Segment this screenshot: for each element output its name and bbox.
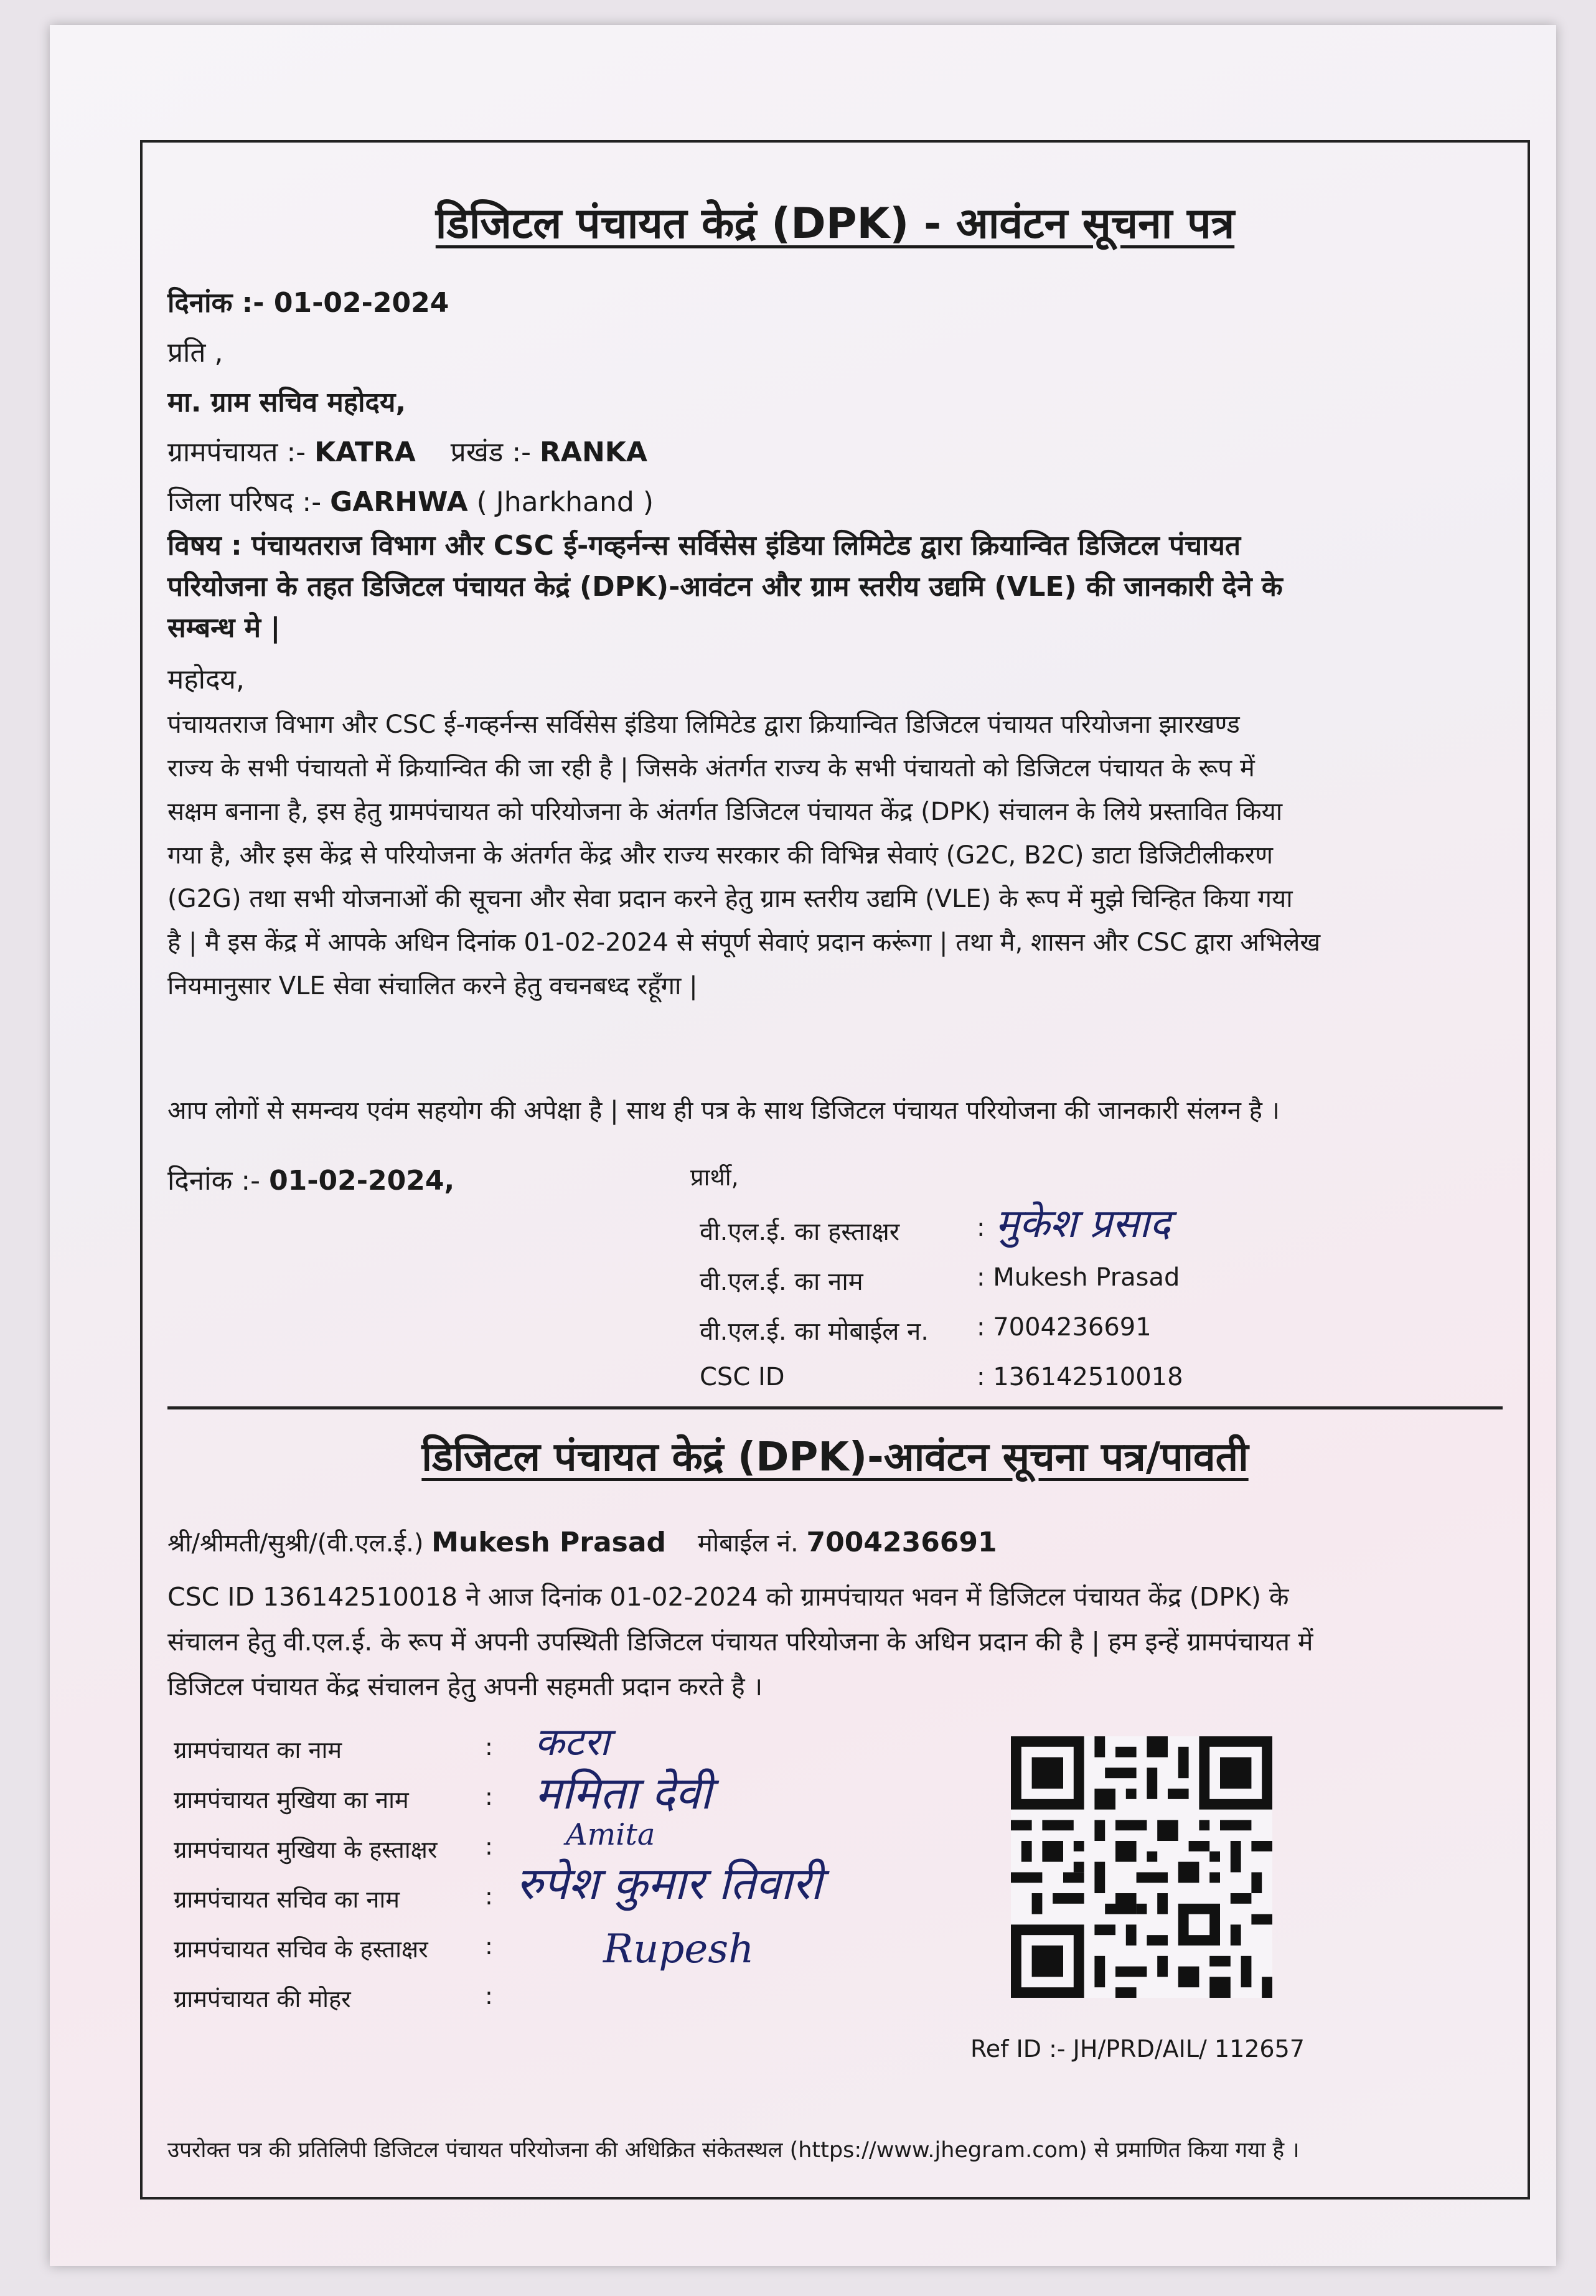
row-colon: : [485, 1733, 493, 1761]
ref-id: Ref ID :- JH/PRD/AIL/ 112657 [970, 2035, 1305, 2063]
acknowledgement-paragraph [167, 1574, 1506, 1709]
subject-line: सम्बन्ध मे | [167, 612, 281, 644]
district-line [167, 482, 654, 519]
date2-line [167, 1160, 454, 1198]
row-label: ग्रामपंचायत सचिव का नाम [174, 1886, 400, 1913]
csc-id-label: CSC ID [700, 1363, 785, 1391]
ack-line: डिजिटल पंचायत केंद्र संचालन हेतु अपनी सहमती प्रदान करते है । [167, 1672, 763, 1701]
sachiv-sign-row [174, 1932, 493, 1965]
handwritten-sachiv-signature: Rupesh [603, 1926, 754, 1972]
document-frame [140, 140, 1530, 2200]
state-value: ( Jharkhand ) [476, 486, 654, 518]
body-line: (G2G) तथा सभी योजनाओं की सूचना और सेवा प्रदान करने हेतु ग्राम स्तरीय उद्यमि (VLE) के रूप में मुझे चिन्हित किया गया [167, 885, 1293, 913]
applicant-label: प्रार्थी, [690, 1164, 739, 1191]
body-line: पंचायतराज विभाग और CSC ई-गव्हर्नन्स सर्विसेस इंडिया लिमिटेड द्वारा क्रियान्वित डिजिटल पंचायत परियोजना झारखण्ड [167, 710, 1240, 739]
subject-line: विषय : पंचायतराज विभाग और CSC ई-गव्हर्नन्स सर्विसेस इंडिया लिमिटेड द्वारा क्रियान्वित डिजिटल पंचायत [167, 530, 1241, 562]
mukhiya-sign-row [174, 1833, 493, 1865]
ack-line: संचालन हेतु वी.एल.ई. के रूप में अपनी उपस्थिती डिजिटल पंचायत परियोजना के अधिन प्रदान की है | हम इन्हें ग्रामपंचायत में [167, 1627, 1313, 1657]
subject-line: परियोजना के तहत डिजिटल पंचायत केद्रं (DPK)-आवंटन और ग्राम स्तरीय उद्यमि (VLE) की जानकारी देने के [167, 571, 1283, 603]
mobile-label: मोबाईल नं. [697, 1529, 799, 1558]
top-title: डिजिटल पंचायत केद्रं (DPK) - आवंटन सूचना पत्र [435, 199, 1235, 248]
row-colon: : [485, 1982, 493, 2010]
csc-id-value: : 136142510018 [977, 1363, 1183, 1391]
row-colon: : [485, 1883, 493, 1910]
row-label: ग्रामपंचायत मुखिया का नाम [174, 1786, 409, 1814]
district-value: GARHWA [330, 486, 468, 518]
row-label: ग्रामपंचायत का नाम [174, 1736, 342, 1764]
bottom-title: डिजिटल पंचायत केद्रं (DPK)-आवंटन सूचना पत्र/पावती [421, 1434, 1249, 1480]
row-label: ग्रामपंचायत की मोहर [174, 1985, 351, 2013]
date-line: दिनांक :- 01-02-2024 [167, 287, 449, 319]
vle-identity-line [167, 1525, 997, 1559]
sachiv-name-row [174, 1883, 493, 1915]
body-line: नियमानुसार VLE सेवा संचालित करने हेतु वचनबध्द रहूँगा | [167, 972, 698, 1000]
subject-block [167, 525, 1506, 649]
ack-line: CSC ID 136142510018 ने आज दिनांक 01-02-2024 को ग्रामपंचायत भवन में डिजिटल पंचायत केंद्र (DPK) के [167, 1582, 1289, 1612]
block-label: प्रखंड :- [450, 436, 532, 468]
footer-note: उपरोक्त पत्र की प्रतिलिपी डिजिटल पंचायत परियोजना की अधिक्रित संकेतस्थल (https://www.jhegram.com) से प्रमाणित किया गया है । [167, 2138, 1300, 2163]
date2-label: दिनांक :- [167, 1165, 261, 1197]
district-label: जिला परिषद :- [167, 486, 322, 518]
body-paragraph [167, 703, 1506, 1008]
prati-line: प्रति , [167, 337, 223, 369]
row-label: ग्रामपंचायत मुखिया के हस्ताक्षर [174, 1836, 438, 1863]
closing-line: आप लोगों से समन्वय एवंम सहयोग की अपेक्षा है | साथ ही पत्र के साथ डिजिटल पंचायत परियोजना की जानकारी संलग्न है । [167, 1096, 1280, 1125]
handwritten-sachiv-name: रुपेश कुमार तिवारी [516, 1857, 822, 1909]
vle-name-label: वी.एल.ई. का नाम [700, 1268, 863, 1296]
vle-name: Mukesh Prasad [431, 1527, 667, 1558]
body-line: राज्य के सभी पंचायतो में क्रियान्वित की जा रही है | जिसके अंतर्गत राज्य के सभी पंचायतो को डिजिटल पंचायत के रूप में [167, 754, 1255, 783]
letter-page [50, 25, 1556, 2266]
salutation: महोदय, [167, 664, 245, 695]
vle-signature: मुकेश प्रसाद [995, 1201, 1171, 1247]
row-colon: : [485, 1783, 493, 1810]
mobile-value: 7004236691 [806, 1527, 997, 1558]
gp-value: KATRA [314, 436, 416, 468]
gp-name-row [174, 1733, 493, 1766]
body-line: गया है, और इस केंद्र से परियोजना के अंतर्गत केंद्र और राज्य सरकार की विभिन्न सेवाएं (G2C, B2C) डाटा डिजिटीलीकरण [167, 841, 1274, 870]
handwritten-mukhiya-name: ममिता देवी [535, 1767, 712, 1819]
gp-line [167, 432, 647, 469]
seal-row [174, 1982, 493, 2015]
block-value: RANKA [540, 436, 647, 468]
date2-value: 01-02-2024, [269, 1165, 455, 1197]
section-divider [167, 1406, 1503, 1409]
gp-label: ग्रामपंचायत :- [167, 436, 306, 468]
vle-name-value: : Mukesh Prasad [977, 1263, 1180, 1292]
vle-mobile-value: : 7004236691 [977, 1313, 1152, 1342]
recipient-line: मा. ग्राम सचिव महोदय, [167, 387, 406, 418]
row-colon: : [485, 1833, 493, 1860]
handwritten-gp-name: कटरा [535, 1719, 610, 1764]
body-line: सक्षम बनाना है, इस हेतु ग्रामपंचायत को परियोजना के अंतर्गत डिजिटल पंचायत केंद्र (DPK) संचालन के लिये प्रस्तावित किया [167, 797, 1283, 826]
row-label: ग्रामपंचायत सचिव के हस्ताक्षर [174, 1936, 428, 1963]
handwritten-mukhiya-signature: Amita [566, 1817, 655, 1852]
body-line: है | मै इस केंद्र में आपके अधिन दिनांक 01-02-2024 से संपूर्ण सेवाएं प्रदान करूंगा | तथा मै, शासन और CSC द्वारा अभिलेख [167, 928, 1321, 957]
vle-mobile-label: वी.एल.ई. का मोबाईल न. [700, 1317, 929, 1346]
name-prefix: श्री/श्रीमती/सुश्री/(वी.एल.ई.) [167, 1529, 424, 1558]
mukhiya-name-row [174, 1783, 493, 1815]
vle-sign-label: वी.एल.ई. का हस्ताक्षर [700, 1218, 900, 1246]
qr-code-icon [1011, 1736, 1272, 1998]
row-colon: : [485, 1932, 493, 1960]
vle-sign-colon: : [977, 1213, 985, 1242]
